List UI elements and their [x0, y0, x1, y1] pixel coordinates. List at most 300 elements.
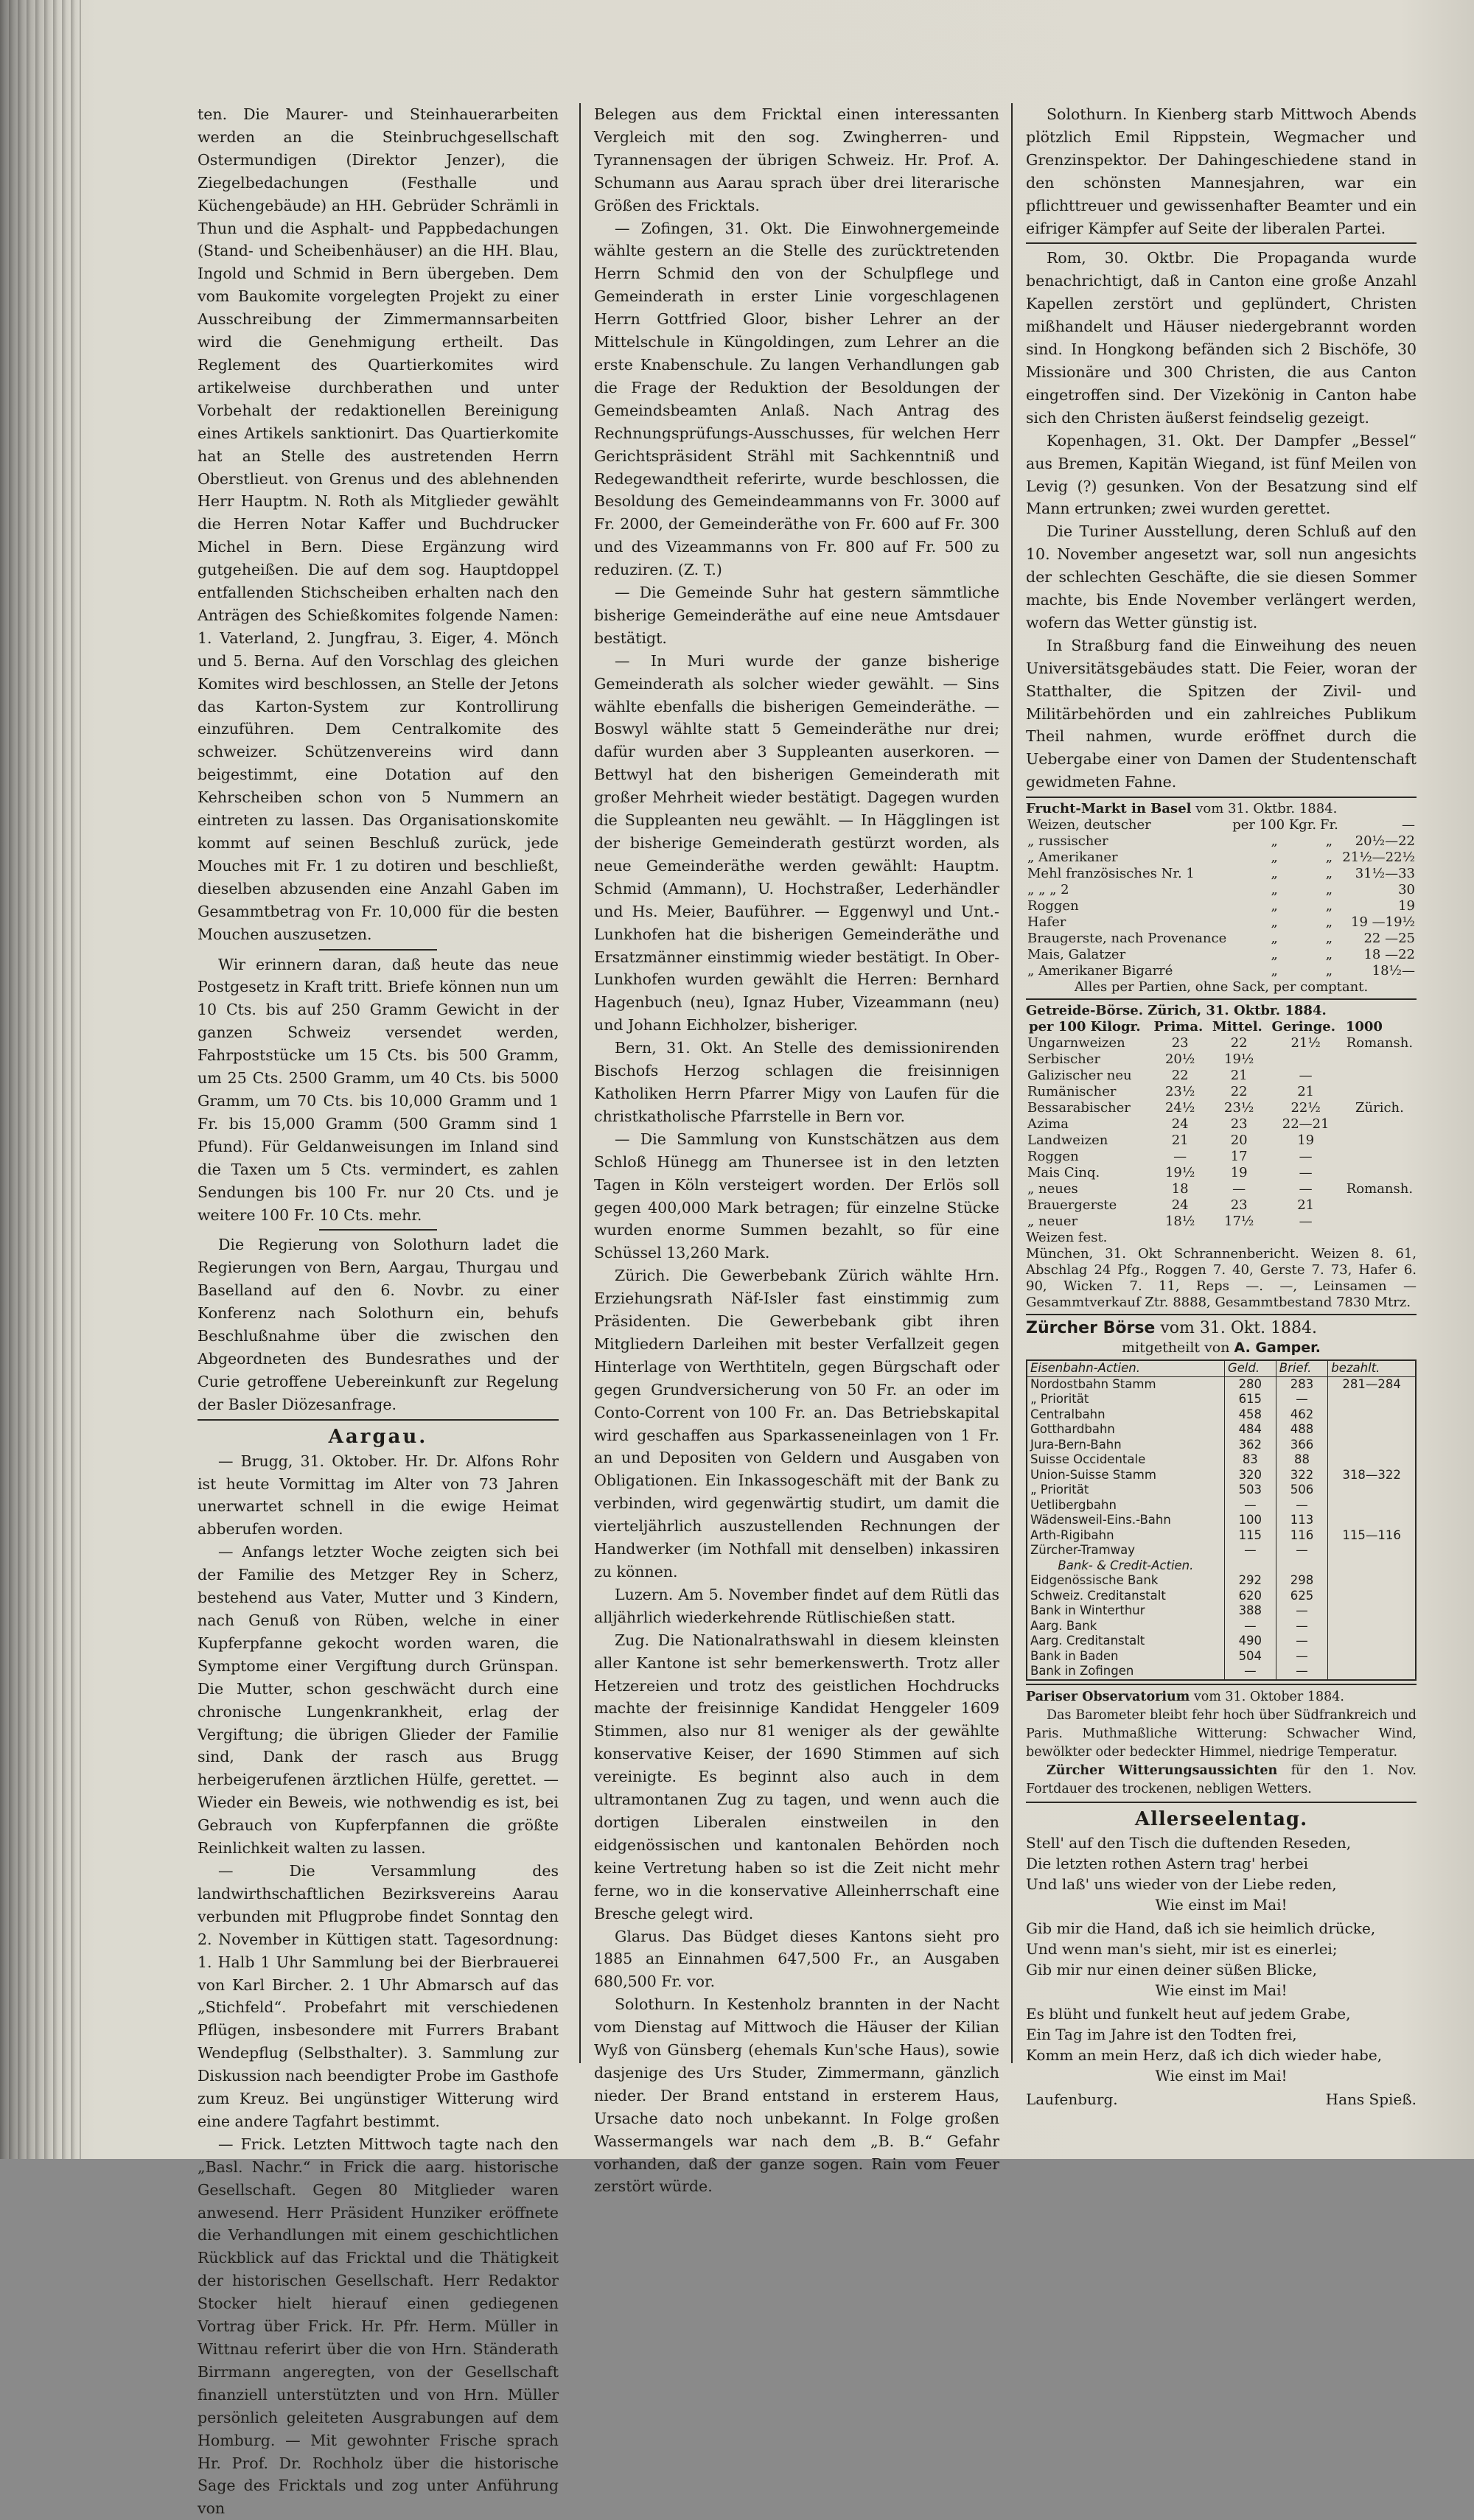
- table-cell: Nordostbahn Stamm: [1027, 1376, 1224, 1392]
- zuercher-boerse: [1026, 1318, 1417, 1681]
- column-3: [1026, 103, 1417, 2110]
- table-cell: —: [1173, 1149, 1187, 1165]
- section-heading-aargau: Aargau.: [328, 1425, 428, 1448]
- table-row: [1027, 1543, 1416, 1558]
- table-cell: 19: [1297, 1133, 1315, 1149]
- table-cell: 24: [1171, 1116, 1189, 1133]
- table-cell: Serbischer: [1027, 1051, 1101, 1068]
- table-cell: [1343, 1197, 1417, 1214]
- separator: [1026, 1684, 1417, 1685]
- table-cell: 22½: [1290, 1100, 1321, 1116]
- table-cell: [1328, 1558, 1416, 1574]
- table-row: [1026, 1051, 1417, 1068]
- table-cell: „ Amerikaner: [1027, 850, 1118, 866]
- observatorium-title: Pariser Observatorium: [1026, 1689, 1190, 1704]
- table-cell: 318—322: [1342, 1467, 1401, 1482]
- table-row: [1026, 1035, 1417, 1051]
- table-header-cell: 1000: [1345, 1019, 1383, 1035]
- table-cell: [1343, 1165, 1417, 1181]
- table-cell: Ungarnweizen: [1027, 1035, 1125, 1051]
- table-cell: Aarg. Bank: [1027, 1619, 1224, 1634]
- table-cell: 23: [1171, 1035, 1189, 1051]
- table-cell: Eidgenössische Bank: [1027, 1573, 1224, 1589]
- article-kopenhagen: Kopenhagen, 31. Okt. Der Dampfer „Bessel“ aus Bremen, Kapitän Wiegand, ist fünf Meilen von Levig (?) gesunken. Von der Besatzung sind elf Mann ertrunken; zwei wurden gerettet.: [1026, 431, 1417, 518]
- observatorium-text: Das Barometer bleibt fehr hoch über Südfrankreich und Paris. Muthmaßliche Witterung: Schwacher Wind, bewölkter oder bedeckter Himmel, niedrige Temperatur.: [1026, 1707, 1417, 1760]
- column-2: [594, 103, 999, 2198]
- table-cell: „: [1325, 898, 1333, 914]
- article-brugg: — Brugg, 31. Oktober. Hr. Dr. Alfons Rohr ist heute Vormittag im Alter von 73 Jahren unerwartet schnell in die ewige Heimat abberufen worden.: [198, 1452, 559, 1539]
- table-cell: 22—21: [1282, 1116, 1330, 1133]
- table-cell: 615: [1224, 1392, 1276, 1407]
- article-zuerich-gewerbebank: Zürich. Die Gewerbebank Zürich wählte Hrn. Erziehungsrath Näf-Isler fast einstimmig zum Präsidenten. Die Gewerbebank gibt ihren Mitgliedern Darleihen mit bester Verfallzeit gegen Hinterlage von Werthtiteln, gegen Bürgschaft oder gegen Grundversicherung von 50 Fr. an oder im Conto-Corrent von 100 Fr. an. Das Betriebskapital wird geschaffen aus Sparkasseneinlagen von 1 Fr. an und Depositen von Geldern und Ausgaben von Obligationen. Ein Inkassogeschäft mit der Bank zu verbinden, wird gegenwärtig studirt, um damit die vierteljährlich auszustellenden Rechnungen der Handwerker (im Nothfall mit denselben) inkassiren zu können.: [594, 1267, 999, 1581]
- table-cell: 504: [1224, 1649, 1276, 1665]
- table-row: [1027, 1392, 1416, 1407]
- table-cell: [1328, 1619, 1416, 1634]
- article-glarus: Glarus. Das Büdget dieses Kantons sieht pro 1885 an Einnahmen 647,500 Fr., an Ausgaben 680,500 Fr. vor.: [594, 1927, 999, 1991]
- table-cell: 22: [1230, 1035, 1248, 1051]
- table-cell: per 100 Kgr.: [1232, 817, 1317, 833]
- table-cell: Roggen: [1027, 898, 1079, 914]
- table-cell: „ „ „ 2: [1027, 882, 1069, 898]
- poem-line: Die letzten rothen Astern trag' herbei: [1026, 1854, 1309, 1872]
- table-header-cell: Eisenbahn-Actien.: [1027, 1360, 1224, 1376]
- table-cell: 24½: [1164, 1100, 1195, 1116]
- table-cell: [1276, 1558, 1327, 1574]
- poem-line: Gib mir nur einen deiner süßen Blicke,: [1026, 1960, 1317, 1978]
- table-cell: —: [1276, 1392, 1327, 1407]
- table-cell: 462: [1276, 1407, 1327, 1423]
- table-cell: „: [1271, 931, 1278, 947]
- table-cell: 488: [1276, 1422, 1327, 1438]
- table-row: [1026, 1214, 1417, 1230]
- table-header-cell: per 100 Kilogr.: [1029, 1019, 1141, 1035]
- table-cell: [1343, 1116, 1417, 1133]
- table-row: [1027, 1407, 1416, 1423]
- zuercher-boerse-table: [1026, 1359, 1417, 1681]
- table-cell: 490: [1224, 1634, 1276, 1649]
- table-cell: 20: [1230, 1133, 1248, 1149]
- table-cell: „: [1325, 850, 1333, 866]
- table-cell: Romansh.: [1346, 1035, 1414, 1051]
- table-cell: Azima: [1027, 1116, 1069, 1133]
- table-row: [1026, 947, 1417, 963]
- table-cell: —: [1224, 1498, 1276, 1513]
- table-cell: 503: [1224, 1483, 1276, 1498]
- article-muri: — In Muri wurde der ganze bisherige Gemeinderath als solcher wieder gewählt. — Sins wählte ebenfalls die bisherigen Gemeinderäthe. — Boswyl wählte statt 5 Gemeinderäthe nur drei; dafür wurden aber 3 Suppleanten auserkoren. — Bettwyl hat den bisherigen Gemeinderath mit großer Mehrheit wieder bestätigt. Dagegen wurden die Suppleanten neu gewählt. — In Hägglingen ist der bisherige Gemeinderath gestürzt worden, als neue Gemeinderäthe werden gewählt: Hauptm. Schmid (Ammann), U. Hochstraßer, Lederhändler und Hs. Meier, Bauführer. — Eggenwyl und Unt.-Lunkhofen hat die bisherigen Gemeinderäthe und Ersatzmänner einstimmig wieder bestätigt. In Ober-Lunkhofen wurden gewählt die Herren: Bernhard Hagenbuch (neu), Ignaz Huber, Vizeammann (neu) und Johann Eichholzer, bisheriger.: [594, 651, 999, 1035]
- table-cell: [1328, 1452, 1416, 1468]
- poem-line: Wie einst im Mai!: [1155, 1981, 1288, 1999]
- table-cell: [1328, 1392, 1416, 1407]
- table-cell: 320: [1224, 1468, 1276, 1483]
- table-cell: 362: [1224, 1438, 1276, 1453]
- table-row: [1026, 898, 1417, 914]
- table-cell: 23: [1230, 1197, 1248, 1214]
- table-cell: 22 —25: [1363, 931, 1415, 947]
- table-cell: „: [1325, 882, 1333, 898]
- poem: [1026, 1806, 1417, 2110]
- table-cell: 30: [1398, 882, 1415, 898]
- article-postgesetz: Wir erinnern daran, daß heute das neue Postgesetz in Kraft tritt. Briefe können nun um 10 Cts. bis auf 250 Gramm Gewicht in der ganzen Schweiz versendet werden, Fahrpoststücke um 15 Cts. bis 500 Gramm, um 25 Cts. 2500 Gramm, um 40 Cts. bis 5000 Gramm, um 70 Cts. bis 10,000 Gramm und 1 Fr. bis 15,000 Gramm (500 Gramm sind 1 Pfund). Für Geldanweisungen im Inland sind die Taxen um 5 Cts. vermindert, es zahlen Sendungen bis 100 Fr. nur 20 Cts. und je weitere 100 Fr. 10 Cts. mehr.: [198, 955, 559, 1224]
- table-row: [1026, 1133, 1417, 1149]
- table-cell: Zürcher-Tramway: [1027, 1543, 1224, 1558]
- table-cell: [1268, 1051, 1342, 1068]
- table-cell: 22: [1171, 1068, 1189, 1084]
- table-cell: 31½—33: [1355, 866, 1415, 882]
- table-cell: [1328, 1483, 1416, 1498]
- table-cell: 19 —19½: [1351, 914, 1415, 931]
- table-cell: —: [1299, 1214, 1313, 1230]
- table-cell: 21: [1171, 1133, 1189, 1149]
- article-suhr: — Die Gemeinde Suhr hat gestern sämmtliche bisherige Gemeinderäthe auf eine neue Amtsdauer bestätigt.: [594, 584, 999, 647]
- table-cell: 506: [1276, 1483, 1327, 1498]
- separator: [1026, 242, 1417, 244]
- table-cell: Zürich.: [1355, 1100, 1404, 1116]
- table-row: [1027, 1573, 1416, 1589]
- table-cell: „: [1271, 882, 1278, 898]
- table-cell: [1328, 1422, 1416, 1438]
- table-row: [1026, 931, 1417, 947]
- table-cell: 17½: [1224, 1214, 1254, 1230]
- table-cell: —: [1232, 1181, 1246, 1197]
- getreide-boerse-table: [1026, 1019, 1417, 1230]
- table-row: [1027, 1649, 1416, 1665]
- table-cell: 298: [1276, 1573, 1327, 1589]
- table-cell: 24: [1171, 1197, 1189, 1214]
- table-cell: „: [1325, 947, 1333, 963]
- table-cell: Mehl französisches Nr. 1: [1027, 866, 1195, 882]
- article-scherz: — Anfangs letzter Woche zeigten sich bei der Familie des Metzger Rey in Scherz, bestehend aus Vater, Mutter und 3 Kindern, nach Genuß von Rüben, welche in einer Kupferpfanne gekocht worden waren, die Symptome einer Vergiftung durch Grünspan. Die Mutter, schon geschwächt durch eine chronische Lungenkrankheit, erlag der Vergiftung; die übrigen Glieder der Familie sind, Dank der rasch aus Brugg herbeigerufenen ärztlichen Hülfe, gerettet. — Wieder ein Beweis, wie nothwendig es ist, bei Gebrauch von Kupferpfannen die größte Reinlichkeit walten zu lassen.: [198, 1543, 559, 1858]
- table-row: [1027, 1468, 1416, 1483]
- table-row: [1026, 866, 1417, 882]
- article-luzern: Luzern. Am 5. November findet auf dem Rütli das alljährlich wiederkehrende Rütlischießen statt.: [594, 1585, 999, 1626]
- article-solothurn-kienberg: Solothurn. In Kienberg starb Mittwoch Abends plötzlich Emil Rippstein, Wegmacher und Grenzinspektor. Der Dahingeschiedene stand in den schönsten Mannesjahren, war ein pflichttreuer und gewissenhafter Beamter und ein eifriger Kämpfer auf Seite der liberalen Partei.: [1026, 105, 1417, 237]
- table-cell: [1328, 1664, 1416, 1680]
- table-row: [1026, 1165, 1417, 1181]
- table-cell: 18 —22: [1363, 947, 1415, 963]
- table-cell: 322: [1276, 1468, 1327, 1483]
- table-header-cell: Mittel.: [1212, 1019, 1262, 1035]
- table-cell: 19½: [1164, 1165, 1195, 1181]
- separator: [1026, 998, 1417, 1000]
- table-cell: Uetlibergbahn: [1027, 1498, 1224, 1513]
- poem-line: Und wenn man's sieht, mir ist es einerlei;: [1026, 1939, 1338, 1958]
- table-cell: Braugerste, nach Provenance: [1027, 931, 1227, 947]
- table-header-cell: bezahlt.: [1328, 1360, 1416, 1376]
- table-cell: „: [1271, 833, 1278, 850]
- table-cell: —: [1276, 1649, 1327, 1665]
- table-cell: [1343, 1149, 1417, 1165]
- separator: [319, 949, 437, 951]
- table-header-cell: Brief.: [1276, 1360, 1327, 1376]
- table-cell: Bessarabischer: [1027, 1100, 1131, 1116]
- column-rule-1: [579, 103, 581, 2063]
- table-cell: Aarg. Creditanstalt: [1027, 1634, 1224, 1649]
- zuercher-boerse-title: Zürcher Börse: [1026, 1319, 1156, 1338]
- table-cell: Wädensweil-Eins.-Bahn: [1027, 1513, 1224, 1528]
- separator: [198, 1419, 559, 1421]
- table-cell: Hafer: [1027, 914, 1066, 931]
- table-row: [1026, 1116, 1417, 1133]
- table-cell: „: [1325, 866, 1333, 882]
- table-cell: —: [1276, 1619, 1327, 1634]
- poem-line: Wie einst im Mai!: [1155, 2066, 1288, 2085]
- poem-line: Komm an mein Herz, daß ich dich wieder habe,: [1026, 2045, 1383, 2064]
- table-cell: —: [1276, 1498, 1327, 1513]
- separator: [319, 1229, 437, 1231]
- table-cell: „ neuer: [1027, 1214, 1078, 1230]
- article-frick-cont: Belegen aus dem Fricktal einen interessanten Vergleich mit den sog. Zwingherren- und Tyrannensagen der übrigen Schweiz. Hr. Prof. A. Schumann aus Aarau sprach über drei literarische Größen des Fricktals.: [594, 105, 999, 214]
- table-row: [1026, 1084, 1417, 1100]
- table-cell: Mais, Galatzer: [1027, 947, 1126, 963]
- table-cell: [1328, 1543, 1416, 1558]
- observatorium-date: vom 31. Oktober 1884.: [1193, 1689, 1344, 1704]
- table-cell: Union-Suisse Stamm: [1027, 1468, 1224, 1483]
- table-cell: —: [1276, 1543, 1327, 1558]
- table-cell: Landweizen: [1027, 1133, 1108, 1149]
- table-cell: 100: [1224, 1513, 1276, 1528]
- table-cell: 19: [1230, 1165, 1248, 1181]
- table-header-cell: Geringe.: [1271, 1019, 1336, 1035]
- table-cell: 22: [1230, 1084, 1248, 1100]
- separator: [1026, 797, 1417, 798]
- table-cell: 17: [1230, 1149, 1248, 1165]
- table-cell: [1328, 1573, 1416, 1589]
- table-cell: [1328, 1513, 1416, 1528]
- column-1: [198, 103, 559, 2520]
- table-cell: 115: [1224, 1528, 1276, 1544]
- table-cell: [1224, 1558, 1276, 1574]
- table-cell: „: [1271, 947, 1278, 963]
- article-solothurn-kestenholz: Solothurn. In Kestenholz brannten in der Nacht vom Dienstag auf Mittwoch die Häuser der Kilian Wyß von Günsberg (ehemals Kun'sche Haus), sowie dasjenige des Urs Studer, Zimmermann, gänzlich nieder. Der Brand entstand in ersterem Haus, Ursache dato noch unbekannt. In Folge großen Wassermangels war nach dem „B. B.“ Gefahr vorhanden, daß der ganze sogen. Rain vom Feuer zerstört würde.: [594, 1995, 999, 2196]
- table-cell: 388: [1224, 1603, 1276, 1619]
- zuercher-boerse-date: vom 31. Okt. 1884.: [1160, 1319, 1318, 1338]
- poem-line: Stell' auf den Tisch die duftenden Reseden,: [1026, 1833, 1352, 1852]
- table-row: [1027, 1483, 1416, 1498]
- article-huenegg: — Die Sammlung von Kunstschätzen aus dem Schloß Hünegg am Thunersee ist in den letzten Tagen in Köln versteigert worden. Der Erlös soll gegen 400,000 Mark betragen; für einzelne Stücke wurden enorme Summen bezahlt, so für eine Schüssel 13,260 Mark.: [594, 1130, 999, 1262]
- table-cell: 458: [1224, 1407, 1276, 1423]
- table-row: [1026, 1100, 1417, 1116]
- table-cell: 23: [1230, 1116, 1248, 1133]
- table-cell: 20½: [1164, 1051, 1195, 1068]
- article-dioezesanfrage: Die Regierung von Solothurn ladet die Regierungen von Bern, Aargau, Thurgau und Baselland auf den 6. Novbr. zu einer Konferenz nach Solothurn ein, behufs Beschlußnahme über die zwischen den Abgeordneten des Bundesrathes und der Curie getroffene Uebereinkunft zur Regelung der Basler Diözesanfrage.: [198, 1236, 559, 1413]
- table-cell: [1328, 1498, 1416, 1513]
- table-cell: 18½: [1164, 1214, 1195, 1230]
- table-cell: —: [1299, 1068, 1313, 1084]
- table-cell: 88: [1276, 1452, 1327, 1468]
- table-cell: Arth-Rigibahn: [1027, 1528, 1224, 1544]
- table-cell: —: [1299, 1149, 1313, 1165]
- table-row: [1027, 1528, 1416, 1544]
- table-row: [1027, 1664, 1416, 1680]
- table-cell: 625: [1276, 1589, 1327, 1604]
- table-cell: „: [1271, 850, 1278, 866]
- poem-line: Ein Tag im Jahre ist den Todten frei,: [1026, 2025, 1297, 2043]
- article-zug: Zug. Die Nationalrathswahl in diesem kleinsten aller Kantone ist sehr bemerkenswerth. Trotz aller Hetzereien und trotz des geistlichen Hochdrucks machte der freisinnige Kandidat Henggeler 1609 Stimmen, also nur 81 weniger als der gewählte konservative Keiser, der 1690 Stimmen auf sich vereinigte. Es beginnt also auch in dem ultramontanen Zug zu tagen, und wenn auch die dortigen Liberalen einstweilen in den eidgenössischen und kantonalen Behörden noch keine Vertretung haben so ist die Zeit nicht mehr ferne, wo in die konservative Alleinherrschaft eine Bresche gelegt wird.: [594, 1631, 999, 1922]
- table-cell: Romansh.: [1346, 1181, 1414, 1197]
- table-row: [1026, 817, 1417, 833]
- table-cell: 18½—: [1372, 963, 1415, 979]
- table-cell: „: [1325, 914, 1333, 931]
- table-cell: Jura-Bern-Bahn: [1027, 1438, 1224, 1453]
- table-cell: Brauergerste: [1027, 1197, 1117, 1214]
- table-row: [1026, 882, 1417, 898]
- table-cell: 21: [1230, 1068, 1248, 1084]
- table-cell: Roggen: [1027, 1149, 1079, 1165]
- table-cell: 21½: [1290, 1035, 1321, 1051]
- table-cell: —: [1276, 1664, 1327, 1680]
- table-row: [1027, 1422, 1416, 1438]
- poem-line: Und laß' uns wieder von der Liebe reden,: [1026, 1875, 1337, 1893]
- table-cell: Fr.: [1320, 817, 1338, 833]
- table-cell: 21½—22½: [1342, 850, 1415, 866]
- table-cell: Bank in Winterthur: [1027, 1603, 1224, 1619]
- table-cell: Mais Cinq.: [1027, 1165, 1100, 1181]
- table-cell: 280: [1224, 1376, 1276, 1392]
- table-cell: 19: [1398, 898, 1415, 914]
- table-cell: „ neues: [1027, 1181, 1078, 1197]
- table-cell: „ Amerikaner Bigarré: [1027, 963, 1173, 979]
- table-row: [1026, 1149, 1417, 1165]
- table-cell: „: [1325, 833, 1333, 850]
- table-cell: Suisse Occidentale: [1027, 1452, 1224, 1468]
- article-turin: Die Turiner Ausstellung, deren Schluß auf den 10. November angesetzt war, soll nun angesichts der schlechten Geschäfte, die sie diesen Sommer machte, bis Ende November verlängert werden, wofern das Wetter günstig ist.: [1026, 522, 1417, 631]
- table-cell: „ Priorität: [1027, 1392, 1224, 1407]
- table-row: [1026, 1181, 1417, 1197]
- table-row: [1026, 833, 1417, 850]
- witterung-title: Zürcher Witterungsaussichten: [1047, 1763, 1278, 1778]
- table-row: [1026, 1068, 1417, 1084]
- market-basel-title: Frucht-Markt in Basel: [1026, 801, 1192, 817]
- table-cell: 113: [1276, 1513, 1327, 1528]
- table-cell: „: [1325, 931, 1333, 947]
- table-row: [1026, 914, 1417, 931]
- market-basel-date: vom 31. Oktbr. 1884.: [1195, 801, 1338, 817]
- poem-place: Laufenburg.: [1026, 2090, 1118, 2108]
- table-header-cell: Prima.: [1153, 1019, 1204, 1035]
- table-cell: [1343, 1051, 1417, 1068]
- witterung-text: für den 1. Nov. Fortdauer des trockenen, nebligen Wetters.: [1026, 1763, 1417, 1796]
- observatorium: [1026, 1688, 1417, 1799]
- table-cell: [1343, 1214, 1417, 1230]
- table-cell: [1328, 1407, 1416, 1423]
- separator: [1026, 1314, 1417, 1315]
- table-cell: Galizischer neu: [1027, 1068, 1132, 1084]
- table-row: [1027, 1603, 1416, 1619]
- table-cell: 23½: [1224, 1100, 1254, 1116]
- zuercher-boerse-by-name: A. Gamper.: [1234, 1340, 1321, 1357]
- table-cell: 484: [1224, 1422, 1276, 1438]
- table-row: [1026, 850, 1417, 866]
- table-cell: [1328, 1438, 1416, 1453]
- market-basel-table: [1026, 817, 1417, 979]
- table-cell: [1328, 1589, 1416, 1604]
- table-row: [1027, 1498, 1416, 1513]
- table-row: [1027, 1634, 1416, 1649]
- table-cell: —: [1224, 1543, 1276, 1558]
- table-cell: 21: [1297, 1197, 1315, 1214]
- table-cell: 18: [1171, 1181, 1189, 1197]
- table-row: [1027, 1589, 1416, 1604]
- table-cell: Schweiz. Creditanstalt: [1027, 1589, 1224, 1604]
- table-cell: [1343, 1068, 1417, 1084]
- muenchen-report: München, 31. Okt Schrannenbericht. Weizen 8. 61, Abschlag 24 Pfg., Roggen 7. 40, Gerste 7. 73, Hafer 6. 90, Wicken 7. 11, Reps —. —, Leinsamen — Gesammtverkauf Ztr. 8888, Gesammtbestand 7830 Mtrz.: [1026, 1246, 1417, 1311]
- table-cell: 281—284: [1342, 1376, 1401, 1391]
- table-cell: „ Priorität: [1027, 1483, 1224, 1498]
- table-cell: Centralbahn: [1027, 1407, 1224, 1423]
- article-fest-report: ten. Die Maurer- und Steinhauerarbeiten werden an die Steinbruchgesellschaft Ostermundigen (Direktor Jenzer), die Ziegelbedachungen (Festhalle und Küchengebäude) an HH. Gebrüder Schrämli in Thun und die Asphalt- und Pappbedachungen (Stand- und Scheibenhäuser) an die HH. Blau, Ingold und Schmid in Bern übergeben. Dem vom Baukomite vorgelegten Projekt zu einer Ausschreibung der Zimmermannsarbeiten wird die Genehmigung ertheilt. Das Reglement des Quartierkomites wird artikelweise durchberathen und unter Vorbehalt der redaktionellen Bereinigung eines Artikels sanktionirt. Das Quartierkomite hat an Stelle des austretenden Herrn Oberstlieut. von Grenus und des ablehnenden Herr Hauptm. N. Roth als Mitglieder gewählt die Herren Notar Kaffer und Buchdrucker Michel in Bern. Diese Ergänzung wird gutgeheißen. Die auf dem sog. Hauptdoppel entfallenden Stichscheiben erhalten nach den Anträgen des Schießkomites folgende Namen: 1. Vaterland, 2. Jungfrau, 3. Eiger, 4. Mönch und 5. Berna. Auf den Vorschlag des gleichen Komites wird beschlossen, an Stelle der Jetons das Karton-System zur Kontrollirung einzuführen. Dem Centralkomite des schweizer. Schützenvereins wird dann beigestimmt, eine Dotation auf den Kehrscheiben schon von 5 Nummern an eintreten zu lassen. Das Organisationskomite kommt auf seinen Beschluß zurück, jede Mouches mit Fr. 1 zu dotiren und beschließt, dieselben abzusenden eine Anzahl Gaben im Gesammtbetrag von Fr. 10,000 für die besten Mouchen auszusetzen.: [198, 105, 559, 943]
- table-cell: 23½: [1164, 1084, 1195, 1100]
- table-cell: [1343, 1084, 1417, 1100]
- table-cell: 366: [1276, 1438, 1327, 1453]
- table-cell: —: [1224, 1664, 1276, 1680]
- table-cell: —: [1276, 1603, 1327, 1619]
- table-cell: 116: [1276, 1528, 1327, 1544]
- table-cell: —: [1402, 817, 1415, 833]
- table-cell: 620: [1224, 1589, 1276, 1604]
- poem-author: Hans Spieß.: [1325, 2090, 1417, 2108]
- article-aarau-pflugprobe: — Die Versammlung des landwirthschaftlichen Bezirksvereins Aarau verbunden mit Pflugprobe findet Sonntag den 2. November in Küttigen statt. Tagesordnung: 1. Halb 1 Uhr Sammlung bei der Bierbrauerei von Karl Bircher. 2. 1 Uhr Abmarsch auf das „Stichfeld“. Probefahrt mit verschiedenen Pflügen, insbesondere mit Furrers Brabant Wendepflug (Selbsthalter). 3. Sammlung zur Diskussion nach beendigter Probe im Gasthofe zum Kreuz. Bei ungünstiger Witterung wird eine andere Tagfahrt bestimmt.: [198, 1861, 559, 2130]
- getreide-boerse: [1026, 1003, 1417, 1311]
- zuercher-boerse-by: mitgetheilt von: [1121, 1340, 1230, 1357]
- getreide-boerse-title: Getreide-Börse. Zürich, 31. Oktbr. 1884.: [1026, 1003, 1327, 1019]
- table-section-label: Bank- & Credit-Actien.: [1027, 1558, 1224, 1574]
- table-cell: Bank in Zofingen: [1027, 1664, 1224, 1680]
- table-cell: „: [1271, 914, 1278, 931]
- getreide-boerse-note: Weizen fest.: [1026, 1230, 1108, 1246]
- table-row: [1027, 1513, 1416, 1528]
- table-cell: 115—116: [1342, 1527, 1401, 1542]
- article-rom: Rom, 30. Oktbr. Die Propaganda wurde benachrichtigt, daß in Canton eine große Anzahl Kapellen zerstört und geplündert, Christen mißhandelt und Häuser niedergebrannt worden sind. In Hongkong befänden sich 2 Bischöfe, 30 Missionäre und 300 Christen, die aus Canton eingetroffen sind. Der Vizekönig in Canton habe sich den Christen äußerst feindselig gezeigt.: [1026, 249, 1417, 427]
- table-cell: „ russischer: [1027, 833, 1108, 850]
- table-row: [1027, 1619, 1416, 1634]
- table-cell: 83: [1224, 1452, 1276, 1468]
- table-cell: Weizen, deutscher: [1027, 817, 1151, 833]
- table-cell: Rumänischer: [1027, 1084, 1117, 1100]
- table-cell: 20½—22: [1355, 833, 1415, 850]
- article-bern: Bern, 31. Okt. An Stelle des demissionirenden Bischofs Herzog schlagen die freisinnigen Katholiken Herrn Pfarrer Migy von Laufen für die christkatholische Pfarrstelle in Bern vor.: [594, 1039, 999, 1125]
- table-cell: —: [1299, 1181, 1313, 1197]
- table-cell: „: [1271, 898, 1278, 914]
- article-frick: — Frick. Letzten Mittwoch tagte nach den „Basl. Nachr.“ in Frick die aarg. historische Gesellschaft. Gegen 80 Mitglieder waren anwesend. Herr Präsident Hunziker eröffnete die Verhandlungen mit einem geschichtlichen Rückblick auf das Fricktal und die Thätigkeit der historischen Gesellschaft. Herr Redaktor Stocker hielt hierauf einen gediegenen Vortrag über Frick. Hr. Pfr. Herm. Müller in Wittnau referirt über die von Hrn. Ständerath Birrmann angeregten, von der Gesellschaft finanziell unterstützten und von Hrn. Müller persönlich geleiteten Ausgrabungen auf dem Homburg. — Mit gewohnter Frische sprach Hr. Prof. Dr. Rochholz über die historische Sage des Fricktals und zog unter Anführung von: [198, 2135, 559, 2518]
- table-cell: „: [1271, 866, 1278, 882]
- table-cell: —: [1224, 1619, 1276, 1634]
- table-cell: [1328, 1603, 1416, 1619]
- table-cell: [1328, 1649, 1416, 1665]
- binding-edge: [0, 0, 81, 2159]
- market-basel-note: Alles per Partien, ohne Sack, per comptant.: [1074, 979, 1369, 995]
- table-cell: Bank in Baden: [1027, 1649, 1224, 1665]
- poem-line: Wie einst im Mai!: [1155, 1895, 1288, 1914]
- poem-line: Es blüht und funkelt heut auf jedem Grabe,: [1026, 2004, 1351, 2023]
- table-section-row: [1027, 1558, 1416, 1574]
- table-cell: „: [1325, 963, 1333, 979]
- article-strassburg: In Straßburg fand die Einweihung des neuen Universitätsgebäudes statt. Die Feier, woran der Statthalter, die Spitzen der Zivil- und Militärbehörden und ein zahlreiches Publikum Theil nahmen, wurde eröffnet durch die Uebergabe einer von Damen der Studentenschaft gewidmeten Fahne.: [1026, 636, 1417, 791]
- table-cell: 283: [1276, 1376, 1327, 1392]
- table-row: [1027, 1452, 1416, 1468]
- table-cell: 21: [1297, 1084, 1315, 1100]
- column-rule-2: [1011, 103, 1013, 2063]
- poem-title: Allerseelentag.: [1134, 1807, 1308, 1830]
- article-zofingen: — Zofingen, 31. Okt. Die Einwohnergemeinde wählte gestern an die Stelle des zurücktretenden Herrn Schmid den von der Schulpflege und Gemeinderath in erster Linie vorgeschlagenen Herrn Gottfried Gloor, bisher Lehrer an der Mittelschule in Küngoldingen, zum Lehrer an die erste Knabenschule. Zu langen Verhandlungen gab die Frage der Reduktion der Besoldungen der Gemeindsbeamten Anlaß. Nach Antrag des Rechnungsprüfungs-Ausschusses, für welchen Herr Gerichtspräsident Strähl mit Sachkenntniß und Redegewandtheit referirte, wurde beschlossen, die Besoldung des Gemeindeammanns von Fr. 3000 auf Fr. 2000, der Gemeinderäthe von Fr. 600 auf Fr. 300 und des Vizeammanns von Fr. 800 auf Fr. 500 zu reduziren. (Z. T.): [594, 219, 999, 579]
- table-cell: „: [1271, 963, 1278, 979]
- table-row: [1027, 1376, 1416, 1392]
- table-cell: [1328, 1634, 1416, 1649]
- table-cell: 19½: [1224, 1051, 1254, 1068]
- table-cell: [1343, 1133, 1417, 1149]
- table-row: [1026, 1197, 1417, 1214]
- table-cell: —: [1299, 1165, 1313, 1181]
- table-cell: 292: [1224, 1573, 1276, 1589]
